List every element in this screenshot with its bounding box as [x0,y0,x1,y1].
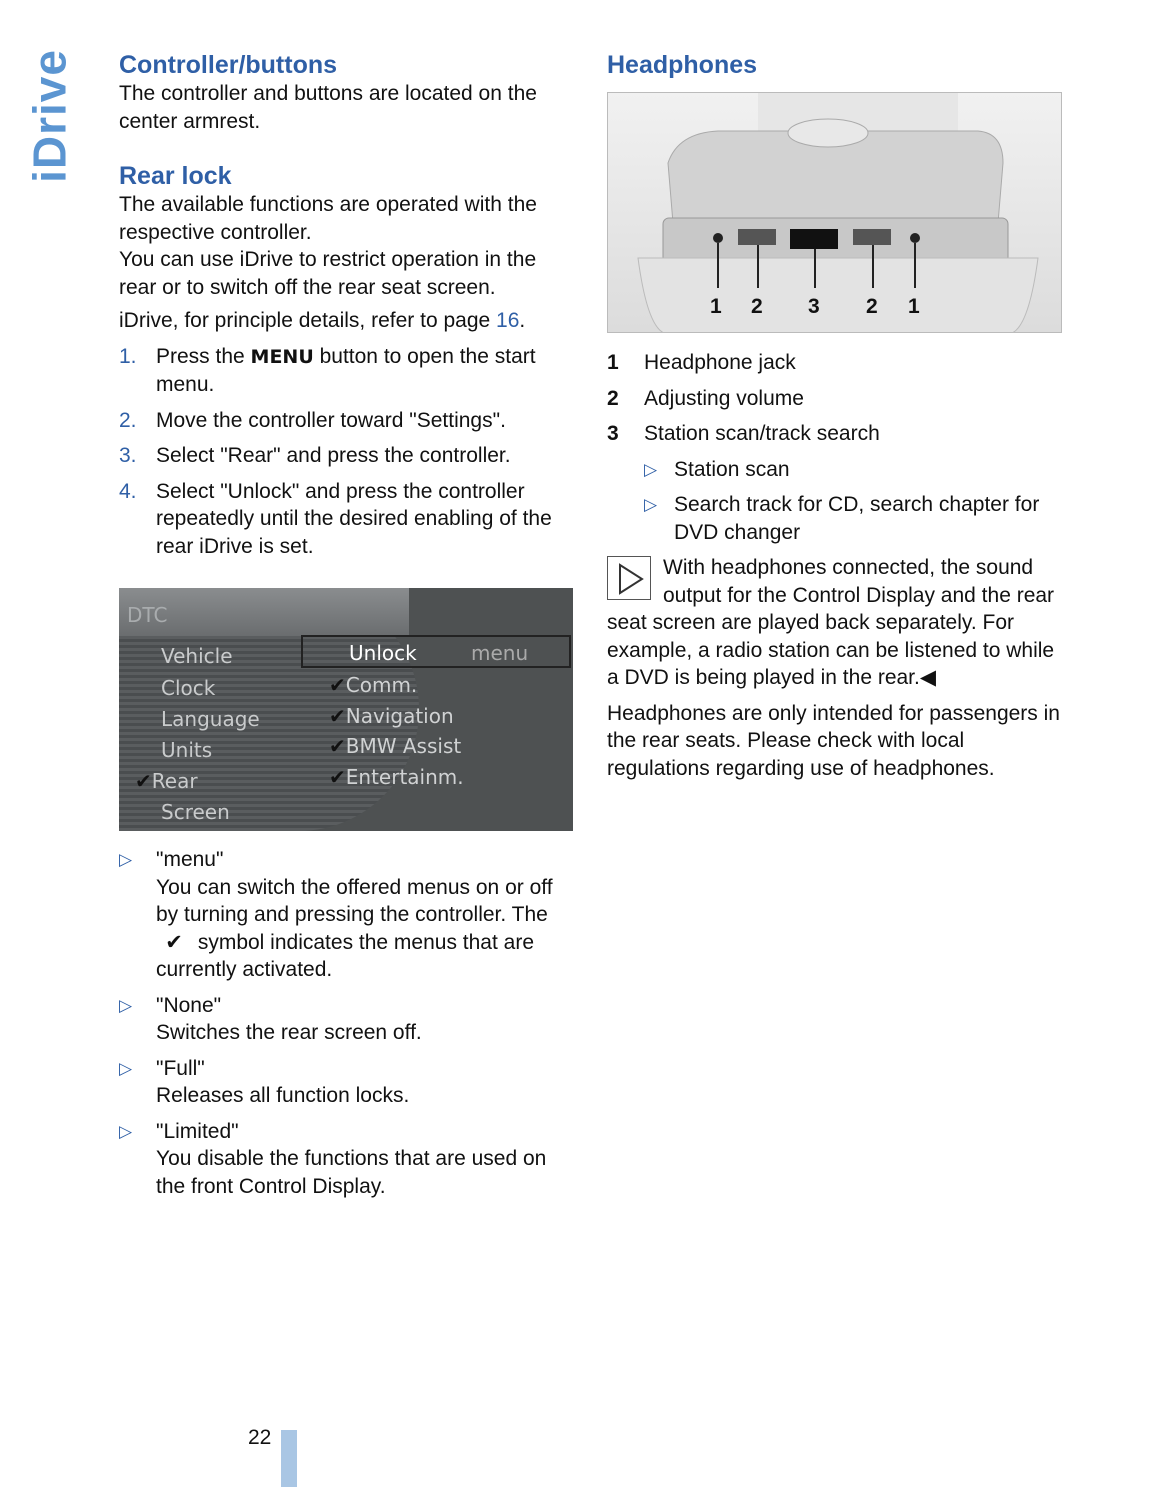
callout-label: 3 [808,295,820,318]
sub-bullet: ▷ Station scan [644,457,790,481]
screen-menu-item-rear: ✔Rear [135,769,198,793]
callout-label: 1 [710,295,722,318]
heading-headphones: Headphones [607,51,758,79]
headphone-panel-image [607,92,1062,333]
screen-menu-item: Units [161,738,213,762]
option-limited: ▷ "Limited" You disable the functions that are used on the front Control Display. [119,1119,547,1198]
end-marker-icon: ◀ [919,666,937,689]
screen-title: DTC [119,588,409,636]
screen-menu-item: Clock [161,676,216,700]
option-none: ▷ "None" Switches the rear screen off. [119,993,422,1044]
left-column [119,50,575,560]
legend-item: 3 Station scan/track search [607,422,880,445]
legend-item: 2 Adjusting volume [607,386,804,410]
screen-check-item: ✔Entertainm. [329,765,464,789]
step: 2. Move the controller toward "Settings". [119,408,506,432]
paragraph: The controller and buttons are located on the center armrest. [119,82,537,133]
right-column [607,341,1063,782]
legend-item: 1 Headphone jack [607,351,796,374]
callout-label: 2 [866,295,878,318]
heading-controller-buttons: Controller/buttons [119,51,338,79]
paragraph: The available functions are operated with the respective controller. [119,193,537,244]
callout-label: 1 [908,295,920,318]
chapter-side-label: iDrive [23,49,76,183]
screen-menu-item: Screen [161,800,230,824]
checkmark-icon: ✔ [165,930,183,954]
note: With headphones connected, the sound output for the Control Display and the rear seat screen are played back separately. For example, a radio station can be listened to while a DVD is being played in the rear.◀ [607,556,1055,689]
menu-key: MENU [250,345,314,368]
option-menu: ▷ "menu" You can switch the offered menus on or off by turning and pressing the controller. The ✔ symbol indicates the menus that are currently activated. [119,848,553,981]
step: 1. Press the MENU button to open the start menu. [119,344,536,396]
heading-rear-lock: Rear lock [119,162,232,190]
callout-label: 2 [751,295,763,318]
paragraph: Headphones are only intended for passengers in the rear seats. Please check with local regulations regarding use of headphones. [607,701,1060,780]
page-number: 22 [248,1426,272,1449]
sub-bullet: ▷ Search track for CD, search chapter for DVD changer [644,493,1040,544]
option-list [119,838,575,1200]
page-marker-bar [281,1430,297,1487]
screen-check-item: ✔Navigation [329,704,454,728]
paragraph: You can use iDrive to restrict operation in the rear or to switch off the rear seat screen. [119,248,537,299]
screen-check-item: ✔BMW Assist [329,734,462,758]
screen-check-item: ✔Comm. [329,673,418,697]
screen-unlock: Unlock [349,641,417,665]
screen-menu-label: menu [471,641,529,665]
screen-menu-item: Language [161,707,260,731]
note-triangle-icon [607,556,651,600]
rear-settings-screenshot [119,588,573,831]
option-full: ▷ "Full" Releases all function locks. [119,1056,410,1107]
step: 4. Select "Unlock" and press the controller repeatedly until the desired enabling of the rear iDrive is set. [119,479,552,558]
screen-menu-item: Vehicle [161,644,233,668]
step: 3. Select "Rear" and press the controller. [119,444,511,467]
paragraph-page-ref: iDrive, for principle details, refer to page 16. [119,309,526,332]
page-link[interactable]: 16 [496,309,520,332]
